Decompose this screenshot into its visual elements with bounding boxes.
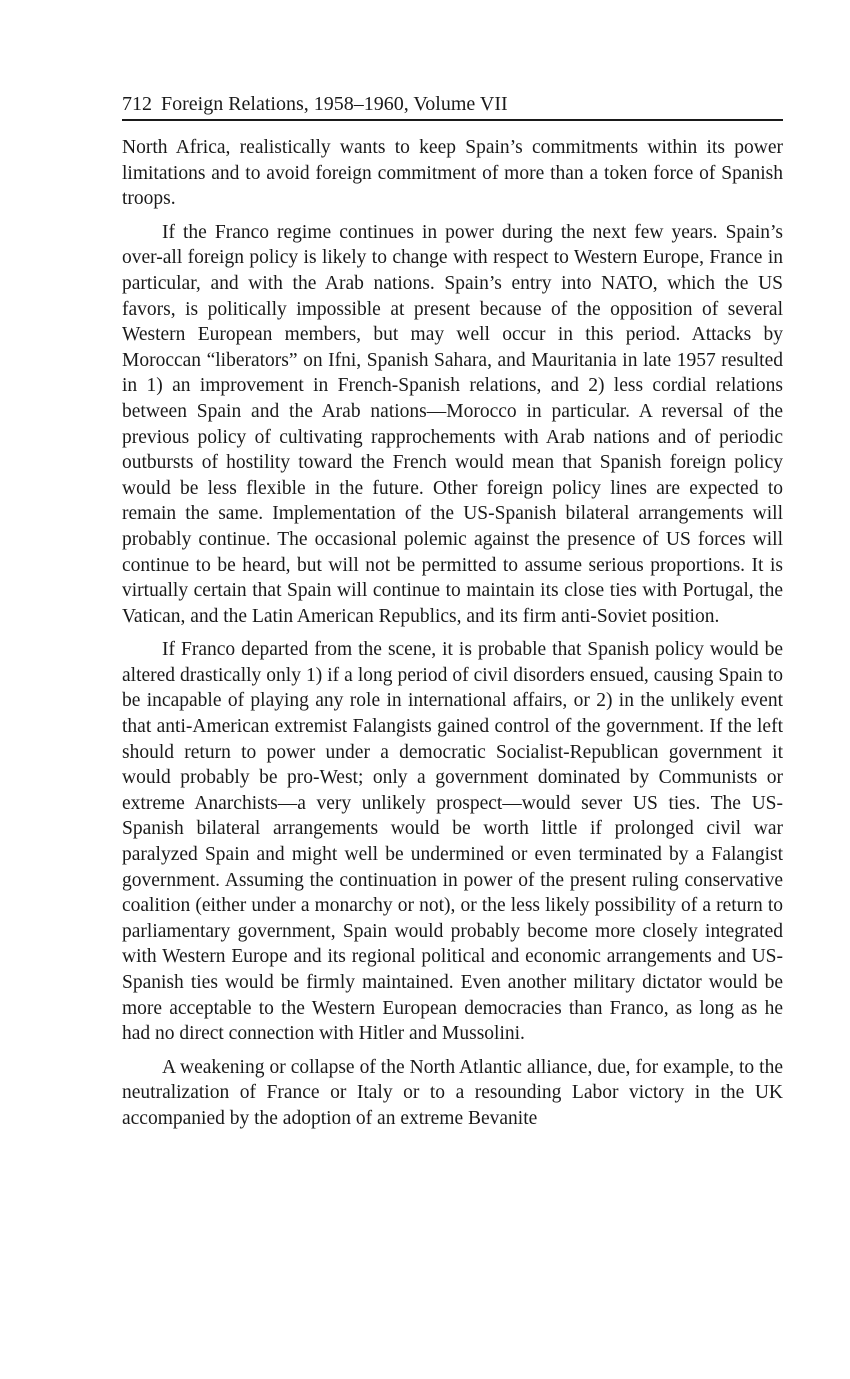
document-page	[122, 92, 783, 1140]
paragraph-3: If Franco departed from the scene, it is probable that Spanish policy would be altered drastically only 1) if a long period of civil disorders ensued, causing Spain to be incapable of playing any role in international affairs, or 2) in the unlikely event that anti-American extremist Falangists gained control of the government. If the left should return to power under a democratic Socialist-Republican government it would probably be pro-West; only a government dominated by Communists or extreme Anarchists—a very unlikely prospect—would sever US ties. The US-Spanish bilateral arrangements would be worth little if prolonged civil war paralyzed Spain and might well be undermined or even terminated by a Falangist government. Assuming the continuation in power of the present ruling conservative coalition (either under a monarchy or not), or the less likely possibility of a return to parliamentary government, Spain would probably become more closely integrated with Western Europe and its regional political and economic arrangements and US-Spanish ties would be firmly maintained. Even another military dictator would be more acceptable to the Western European democracies than Franco, as long as he had no direct connection with Hitler and Mussolini.	[122, 639, 783, 1045]
body-text	[122, 135, 783, 1132]
paragraph-2: If the Franco regime continues in power during the next few years. Spain’s over-all foreign policy is likely to change with respect to Western Europe, France in particular, and with the Arab nations. Spain’s entry into NATO, which the US favors, is politically impossible at present because of the opposition of several Western European members, but may well occur in this period. Attacks by Moroccan “liberators” on Ifni, Spanish Sahara, and Mauritania in late 1957 resulted in 1) an improvement in French-Spanish relations, and 2) less cordial relations between Spain and the Arab nations—Morocco in particular. A reversal of the previous policy of cultivating rapprochements with Arab nations and of periodic outbursts of hostility toward the French would mean that Spanish foreign policy would be less flexible in the future. Other foreign policy lines are expected to remain the same. Implementation of the US-Spanish bilateral arrangements will probably continue. The occasional polemic against the presence of US forces will continue to be heard, but will not be permitted to assume serious proportions. It is virtually certain that Spain will continue to maintain its close ties with Portugal, the Vatican, and the Latin American Republics, and its firm anti-Soviet position.	[122, 221, 783, 627]
page-number: 712	[122, 93, 152, 115]
volume-title: Foreign Relations, 1958–1960, Volume VII	[161, 93, 508, 115]
paragraph-4: A weakening or collapse of the North Atlantic alliance, due, for example, to the neutralization of France or Italy or to a resounding Labor victory in the UK accompanied by the adoption of an extreme Bevanite	[122, 1056, 783, 1129]
paragraph-1: North Africa, realistically wants to keep Spain’s commitments within its power limitations and to avoid foreign commitment of more than a token force of Spanish troops.	[122, 137, 783, 210]
running-head	[122, 92, 783, 121]
